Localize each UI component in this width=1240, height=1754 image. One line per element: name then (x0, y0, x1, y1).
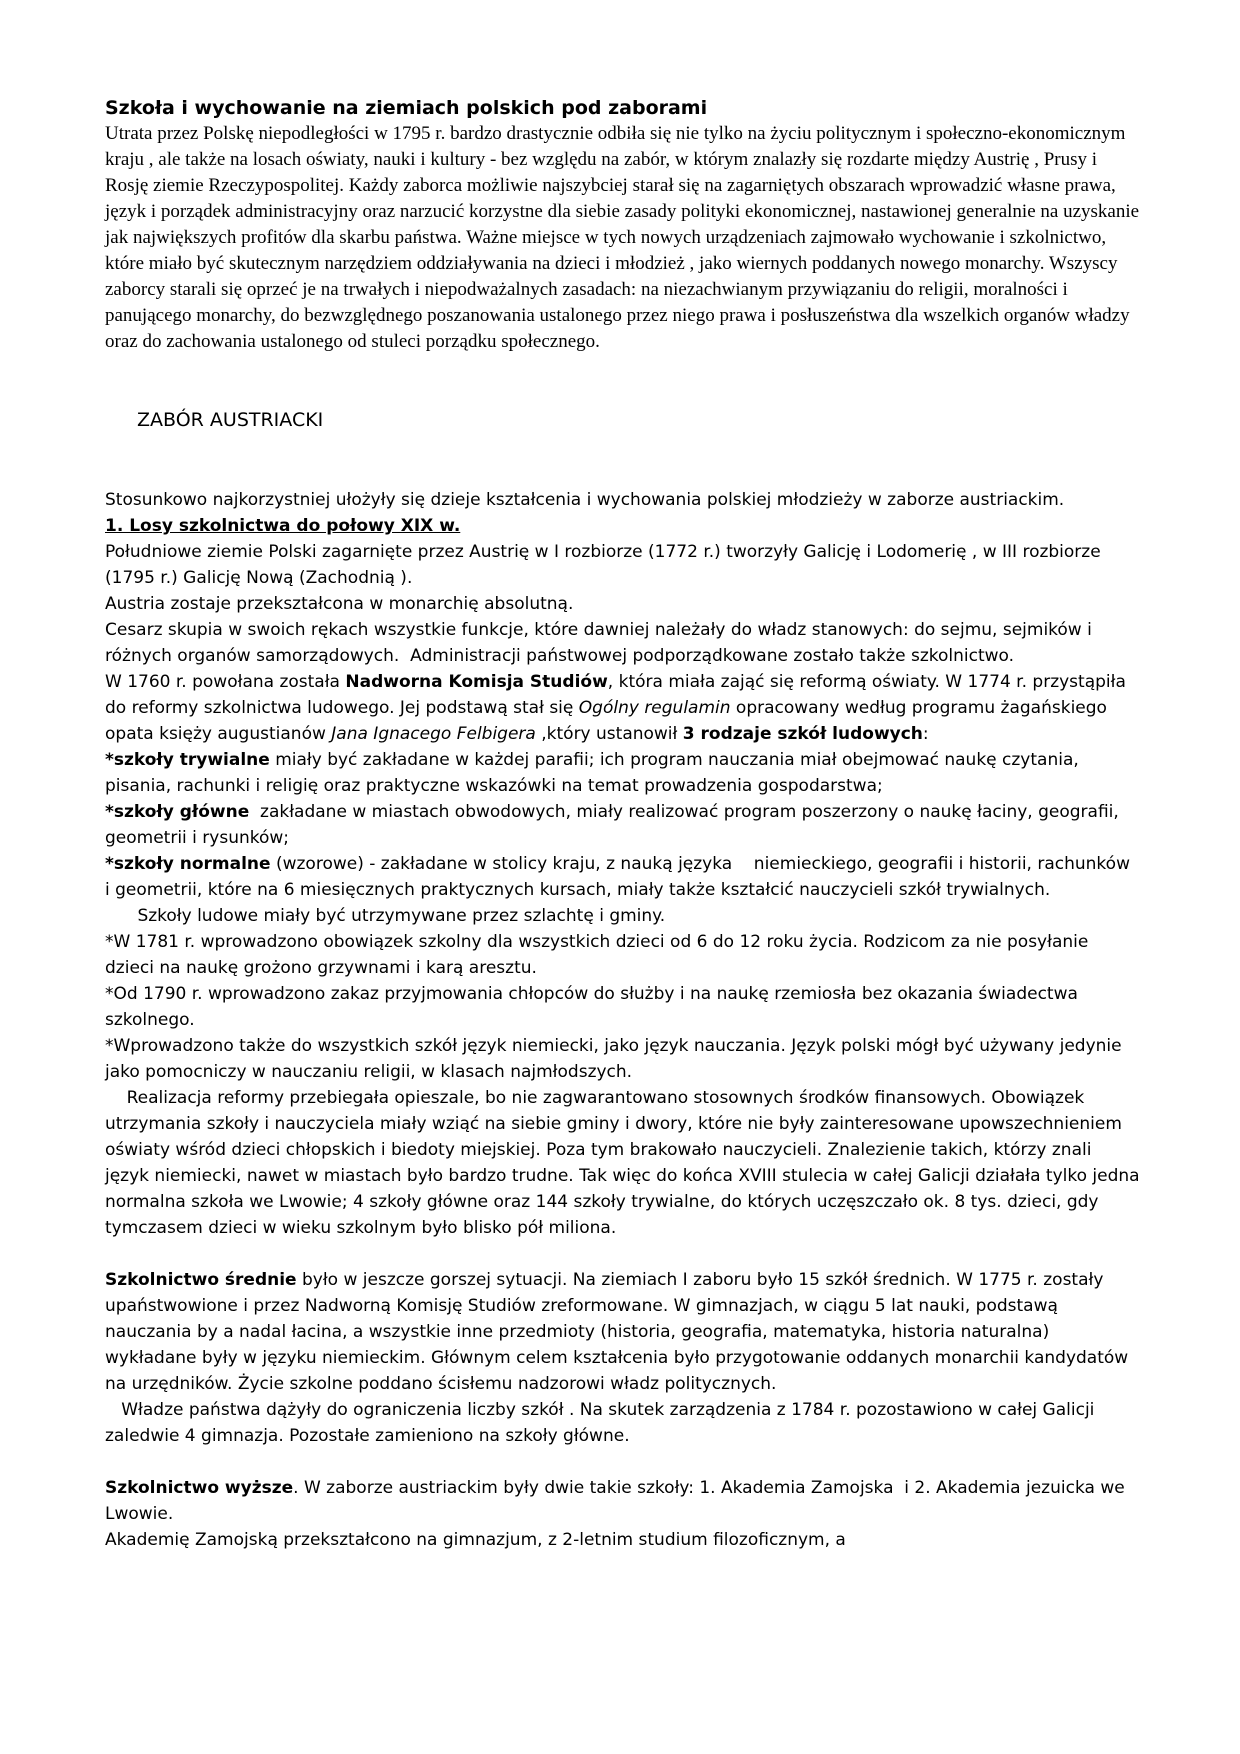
text-segment: Szkolnictwo wyższe (105, 1478, 294, 1498)
text-segment: Nadworna Komisja Studiów (345, 672, 608, 692)
text-segment: Ogólny regulamin (578, 698, 731, 718)
text-segment: ,który ustanowił (535, 724, 683, 744)
text-segment: Austria zostaje przekształcona w monarchię absolutną. (105, 594, 574, 614)
text-segment: *szkoły główne (105, 802, 250, 822)
text-segment: 1. Losy szkolnictwa do połowy XIX w. (105, 516, 461, 536)
paragraph-szkolnictwo-srednie (105, 1267, 1140, 1397)
paragraph-realizacja-reformy (105, 1085, 1145, 1241)
text-segment: *szkoły trywialne (105, 750, 270, 770)
paragraph-zakaz-1790 (105, 981, 1140, 1033)
paragraph-szkoly-ludowe (105, 903, 1140, 929)
text-segment: : (922, 724, 929, 744)
document-title: Szkoła i wychowanie na ziemiach polskich pod zaborami (105, 97, 708, 119)
text-segment: Jana Ignacego Felbigera (331, 724, 536, 744)
text-segment: (wzorowe) - zakładane w stolicy kraju, z nauką języka niemieckiego, geografii i historii, rachunków i geometrii, które na 6 miesięcznych praktycznych kursach, miały także kształcić nauczycieli szkół trywialnych. (105, 854, 1136, 900)
paragraph-obowiazek-szkolny (105, 929, 1140, 981)
text-segment: *Od 1790 r. wprowadzono zakaz przyjmowania chłopców do służby i na naukę rzemiosła bez okazania świadectwa szkolnego. (105, 984, 1084, 1030)
text-segment: W 1760 r. powołana została (105, 672, 346, 692)
paragraph-szkoly-trywialne (105, 747, 1140, 799)
paragraph-cesarz (105, 617, 1140, 669)
text-segment: zakładane w miastach obwodowych, miały realizować program poszerzony o naukę łaciny, geografii, geometrii i rysunków; (105, 802, 1125, 848)
paragraph-wladze-panstwa (105, 1397, 1140, 1449)
text-segment: Szkoły ludowe miały być utrzymywane przez szlachtę i gminy. (105, 906, 666, 926)
text-segment: opracowany według programu żagańskiego opata księży augustianów (105, 698, 1113, 744)
intro-paragraph (105, 121, 1144, 355)
text-segment: miały być zakładane w każdej parafii; ich program nauczania miał obejmować naukę czytania, pisania, rachunki i religię oraz praktyczne wskazówki na temat prowadzenia gospodarstwa; (105, 750, 1085, 796)
text-segment: ZABÓR AUSTRIACKI (137, 409, 324, 431)
paragraph-nadworna-komisja (105, 669, 1140, 747)
text-segment: 3 rodzaje szkół ludowych (682, 724, 923, 744)
spacer (105, 1241, 1140, 1267)
paragraph-stosunkowo (105, 487, 1140, 513)
text-segment: . W zaborze austriackim były dwie takie szkoły: 1. Akademia Zamojska i 2. Akademia jezuicka we Lwowie. (105, 1478, 1131, 1524)
paragraph-szkolnictwo-wyzsze (105, 1475, 1140, 1527)
paragraph-szkoly-normalne (105, 851, 1140, 903)
text-segment: Władze państwa dążyły do ograniczenia liczby szkół . Na skutek zarządzenia z 1784 r. pozostawiono w całej Galicji zaledwie 4 gimnazja. Pozostałe zamieniono na szkoły główne. (105, 1400, 1100, 1446)
text-segment: Południowe ziemie Polski zagarnięte przez Austrię w I rozbiorze (1772 r.) tworzyły Galicję i Lodomerię , w III rozbiorze (1795 r.) Galicję Nową (Zachodnią ). (105, 542, 1107, 588)
text-segment: Stosunkowo najkorzystniej ułożyły się dzieje kształcenia i wychowania polskiej młodzieży w zaborze austriackim. (105, 490, 1065, 510)
paragraph-austria-monarchia (105, 591, 1140, 617)
text-segment: Szkolnictwo średnie (105, 1270, 297, 1290)
text-segment: Utrata przez Polskę niepodległości w 1795 r. bardzo drastycznie odbiła się nie tylko na życiu politycznym i społeczno-ekonomicznym kraju , ale także na losach oświaty, nauki i kultury - bez względu na zabór, w którym znalazły się rozdarte między Austrię , Prusy i Rosję ziemie Rzeczypospolitej. Każdy zaborca możliwie najszybciej starał się na zagarniętych obszarach wprowadzić własne prawa, język i porządek administracyjny oraz narzucić korzystne dla siebie zasady polityki ekonomicznej, nastawionej generalnie na uzyskanie jak największych profitów dla skarbu państwa. Ważne miejsce w tych nowych urządzeniach zajmowało wychowanie i szkolnictwo, które miało być skutecznym narzędziem oddziaływania na dzieci i młodzież , jako wiernych poddanych nowego monarchy. Wszyscy zaborcy starali się oprzeć je na trwałych i niepodważalnych zasadach: na niezachwianym przywiązaniu do religii, moralności i panującego monarchy, do bezwzględnego poszanowania ustalonego przez niego prawa i posłuszeństwa dla wszelkich organów władzy oraz do zachowania ustalonego od stuleci porządku społecznego. (105, 123, 1144, 352)
subheading-losy-szkolnictwa (105, 513, 1140, 539)
text-segment: było w jeszcze gorszej sytuacji. Na ziemiach I zaboru było 15 szkół średnich. W 1775 r. zostały upaństwowione i przez Nadworną Komisję Studiów zreformowane. W gimnazjach, w ciągu 5 lat nauki, podstawą nauczania by a nadal łacina, a wszystkie inne przedmioty (historia, geografia, matematyka, historia naturalna) wykładane były w języku niemieckim. Głównym celem kształcenia było przygotowanie oddanych monarchii kandydatów na urzędników. Życie szkolne poddano ścisłemu nadzorowi władz politycznych. (105, 1270, 1134, 1394)
text-segment: *W 1781 r. wprowadzono obowiązek szkolny dla wszystkich dzieci od 6 do 12 roku życia. Rodzicom za nie posyłanie dzieci na naukę grożono grzywnami i karą aresztu. (105, 932, 1094, 978)
text-segment: Cesarz skupia w swoich rękach wszystkie funkcje, które dawniej należały do władz stanowych: do sejmu, sejmików i różnych organów samorządowych. Administracji państwowej podporządkowane zostało także szkolnictwo. (105, 620, 1098, 666)
text-segment: *szkoły normalne (105, 854, 271, 874)
text-segment: Realizacja reformy przebiegała opieszale, bo nie zagwarantowano stosownych środków finansowych. Obowiązek utrzymania szkoły i nauczyciela miały wziąć na siebie gminy i dwory, które nie były zainteresowane upowszechnieniem oświaty wśród dzieci chłopskich i biedoty miejskiej. Poza tym brakowało nauczycieli. Znalezienie takich, którzy znali język niemiecki, nawet w miastach było bardzo trudne. Tak więc do końca XVIII stulecia w całej Galicji działała tylko jedna normalna szkoła we Lwowie; 4 szkoły główne oraz 144 szkoły trywialne, do których uczęszczało ok. 8 tys. dzieci, gdy tymczasem dzieci w wieku szkolnym było blisko pół miliona. (105, 1088, 1145, 1238)
text-segment: , która miała zająć się reformą oświaty. W 1774 r. przystąpiła do reformy szkolnictwa ludowego. Jej podstawą stał się (105, 672, 1132, 718)
text-segment: *Wprowadzono także do wszystkich szkół język niemiecki, jako język nauczania. Język polski mógł być używany jedynie jako pomocniczy w nauczaniu religii, w klasach najmłodszych. (105, 1036, 1128, 1082)
text-segment: Akademię Zamojską przekształcono na gimnazjum, z 2-letnim studium filozoficznym, a (105, 1530, 846, 1550)
section-heading-zabor-austriacki (105, 407, 1140, 433)
paragraph-szkoly-glowne (105, 799, 1140, 851)
paragraph-jezyk-niemiecki (105, 1033, 1140, 1085)
spacer (105, 1449, 1140, 1475)
paragraph-poludniowe-ziemie (105, 539, 1140, 591)
paragraph-akademia-zamojska (105, 1527, 1140, 1553)
document-body (105, 121, 1145, 1553)
